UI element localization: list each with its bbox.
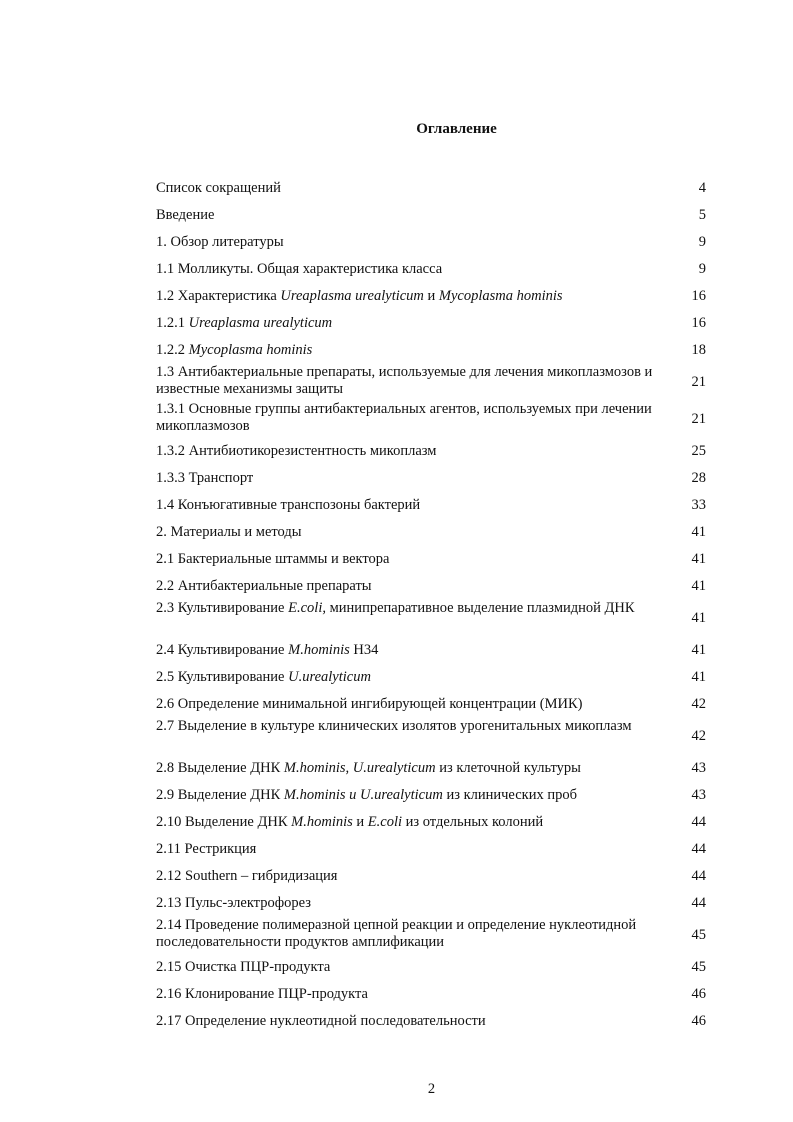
toc-entry <box>156 981 706 1008</box>
toc-entry-title <box>156 986 661 1003</box>
toc-entry-text: 2.9 Выделение ДНК <box>156 787 284 803</box>
toc-entry-text: H34 <box>349 642 379 658</box>
toc-entry-title <box>156 261 661 278</box>
toc-entry-title <box>156 642 661 659</box>
toc-entry-title <box>156 959 661 976</box>
toc-entry-page: 25 <box>691 443 706 459</box>
toc-entry-page: 16 <box>691 315 706 331</box>
toc-entry-text: 1.1 Молликуты. Общая характеристика класса <box>156 261 443 277</box>
toc-entry <box>156 492 706 519</box>
toc-entry-page: 9 <box>698 261 706 277</box>
toc-entry-page: 41 <box>691 642 706 658</box>
toc-entry-page: 41 <box>691 669 706 685</box>
toc-entry-text: 2.13 Пульс-электрофорез <box>156 895 311 911</box>
toc-entry <box>156 401 706 438</box>
toc-entry-page: 16 <box>691 288 706 304</box>
toc-entry-page: 43 <box>691 787 706 803</box>
toc-entry-page: 44 <box>691 814 706 830</box>
toc-entry-italic-text: E.coli, <box>288 600 326 616</box>
toc-entry-text: и <box>423 288 439 304</box>
toc-entry-title <box>156 180 661 197</box>
toc-entry <box>156 202 706 229</box>
toc-entry-page: 46 <box>691 1013 706 1029</box>
toc-entry-page: 44 <box>691 868 706 884</box>
toc-entry-page: 18 <box>691 342 706 358</box>
toc-entry <box>156 600 706 637</box>
toc-entry-title <box>156 841 661 858</box>
toc-entry <box>156 546 706 573</box>
toc-entry-title <box>156 895 661 912</box>
toc-entry-title <box>156 578 661 595</box>
toc-entry-text: 2.8 Выделение ДНК <box>156 760 284 776</box>
toc-entry-text: 1.3 Антибактериальные препараты, используемые для лечения микоплазмозов и известные механизмы защиты <box>156 364 653 397</box>
toc-entry-title <box>156 669 661 686</box>
toc-entry-title <box>156 551 661 568</box>
toc-entry-page: 41 <box>691 610 706 626</box>
toc-entry-text: минипрепаративное выделение плазмидной ДНК <box>325 600 635 616</box>
toc-entry-text: 1.3.2 Антибиотикорезистентность микоплазм <box>156 443 437 459</box>
toc-entry <box>156 718 706 755</box>
toc-entry-text: 1.2.2 <box>156 342 189 358</box>
toc-entry-title <box>156 1013 661 1030</box>
toc-entry-text: 2.15 Очистка ПЦР-продукта <box>156 959 331 975</box>
toc-entry-text: 2.17 Определение нуклеотидной последовательности <box>156 1013 486 1029</box>
toc-entry-text: Список сокращений <box>156 180 281 196</box>
toc-entry-title <box>156 470 661 487</box>
toc-entry-text: Введение <box>156 207 215 223</box>
toc-entry-page: 44 <box>691 841 706 857</box>
toc-entry-page: 44 <box>691 895 706 911</box>
toc-entry-italic-text: Mycoplasma hominis <box>188 342 313 358</box>
toc-entry-text: 2.6 Определение минимальной ингибирующей концентрации (МИК) <box>156 696 583 712</box>
toc-entry-title <box>156 814 661 831</box>
toc-entry-title <box>156 497 661 514</box>
toc-entry-title <box>156 524 661 541</box>
toc-entry-italic-text: Mycoplasma hominis <box>438 288 563 304</box>
toc-entry-title <box>156 364 661 398</box>
toc-entry-text: 2.3 Культивирование <box>156 600 289 616</box>
toc-entry-page: 21 <box>691 374 706 390</box>
toc-entry-text: из отдельных колоний <box>402 814 544 830</box>
toc-entry <box>156 917 706 954</box>
toc-entry-text: 2.10 Выделение ДНК <box>156 814 292 830</box>
toc-entry <box>156 1008 706 1035</box>
toc-entry-text: из клинических проб <box>442 787 577 803</box>
toc-entry-title <box>156 401 661 435</box>
toc-entry <box>156 863 706 890</box>
toc-entry-text: из клеточной культуры <box>435 760 581 776</box>
toc-entry-text: 2.11 Рестрикция <box>156 841 257 857</box>
toc-entry-text: 1.2 Характеристика <box>156 288 281 304</box>
toc-entry <box>156 283 706 310</box>
toc-entry-title <box>156 443 661 460</box>
toc-entry-page: 41 <box>691 551 706 567</box>
toc-entry <box>156 337 706 364</box>
toc-entry <box>156 890 706 917</box>
toc-entry-title <box>156 718 661 735</box>
toc-entry-page: 43 <box>691 760 706 776</box>
toc-entry <box>156 691 706 718</box>
toc-entry-title <box>156 207 661 224</box>
toc-entry-italic-text: M.hominis <box>291 814 353 830</box>
toc-entry-italic-text: U.urealyticum <box>288 669 371 685</box>
toc-entry <box>156 755 706 782</box>
toc-entry-page: 4 <box>698 180 706 196</box>
toc-entry-page: 33 <box>691 497 706 513</box>
toc-entry-page: 21 <box>691 411 706 427</box>
toc-entry-page: 41 <box>691 578 706 594</box>
toc-entry-title <box>156 600 661 617</box>
toc-entry-text: 2.1 Бактериальные штаммы и вектора <box>156 551 390 567</box>
toc-entry-italic-text: E.coli <box>367 814 403 830</box>
toc-entry <box>156 229 706 256</box>
toc-entry-text: 1.3.3 Транспорт <box>156 470 254 486</box>
toc-entry-title <box>156 696 661 713</box>
toc-entry-italic-text: M.hominis, U.urealyticum <box>283 760 436 776</box>
toc-entry-title <box>156 315 661 332</box>
toc-entry-title <box>156 868 661 885</box>
toc-entry <box>156 809 706 836</box>
toc-entry-title <box>156 760 661 777</box>
toc-entry-text: 2.5 Культивирование <box>156 669 289 685</box>
toc-entry <box>156 664 706 691</box>
toc-entry-page: 41 <box>691 524 706 540</box>
toc-entry <box>156 175 706 202</box>
toc-entry <box>156 573 706 600</box>
toc-entry-text: 1.4 Конъюгативные транспозоны бактерий <box>156 497 421 513</box>
toc-entry-title <box>156 342 661 359</box>
toc-entry-text: 2. Материалы и методы <box>156 524 302 540</box>
toc-entry-page: 28 <box>691 470 706 486</box>
toc-entry-text: 2.16 Клонирование ПЦР-продукта <box>156 986 368 1002</box>
toc-entry-page: 45 <box>691 927 706 943</box>
toc-entry-italic-text: Ureaplasma urealyticum <box>188 315 333 331</box>
toc-entry <box>156 438 706 465</box>
toc-entry-page: 46 <box>691 986 706 1002</box>
toc-entry <box>156 465 706 492</box>
toc-entry <box>156 782 706 809</box>
table-of-contents <box>156 175 706 1035</box>
toc-entry <box>156 836 706 863</box>
toc-entry-italic-text: M.hominis и U.urealyticum <box>283 787 443 803</box>
toc-entry <box>156 637 706 664</box>
toc-entry <box>156 310 706 337</box>
toc-entry-title <box>156 288 661 305</box>
toc-entry-text: и <box>352 814 368 830</box>
toc-entry-italic-text: M.hominis <box>288 642 350 658</box>
toc-entry-page: 42 <box>691 728 706 744</box>
toc-entry-italic-text: Ureaplasma urealyticum <box>280 288 424 304</box>
toc-entry-title <box>156 787 661 804</box>
toc-entry <box>156 954 706 981</box>
toc-entry-text: 2.4 Культивирование <box>156 642 289 658</box>
toc-entry-page: 42 <box>691 696 706 712</box>
toc-entry-page: 45 <box>691 959 706 975</box>
toc-entry-text: 2.2 Антибактериальные препараты <box>156 578 372 594</box>
toc-entry-text: 2.14 Проведение полимеразной цепной реакции и определение нуклеотидной последовательности продуктов амплификации <box>156 917 637 950</box>
toc-entry-text: 1.2.1 <box>156 315 189 331</box>
toc-entry-text: 1. Обзор литературы <box>156 234 284 250</box>
page-number: 2 <box>427 1081 436 1097</box>
toc-entry-title <box>156 917 661 951</box>
toc-entry-page: 5 <box>698 207 706 223</box>
toc-entry-text: 1.3.1 Основные группы антибактериальных агентов, используемых при лечении микоплазмозов <box>156 401 652 434</box>
toc-entry-page: 9 <box>698 234 706 250</box>
toc-entry <box>156 519 706 546</box>
toc-entry-title <box>156 234 661 251</box>
toc-entry-text: 2.7 Выделение в культуре клинических изолятов урогенитальных микоплазм <box>156 718 632 734</box>
toc-entry <box>156 364 706 401</box>
toc-entry-text: 2.12 Southern – гибридизация <box>156 868 338 884</box>
page-title: Оглавление <box>416 121 497 137</box>
toc-entry <box>156 256 706 283</box>
